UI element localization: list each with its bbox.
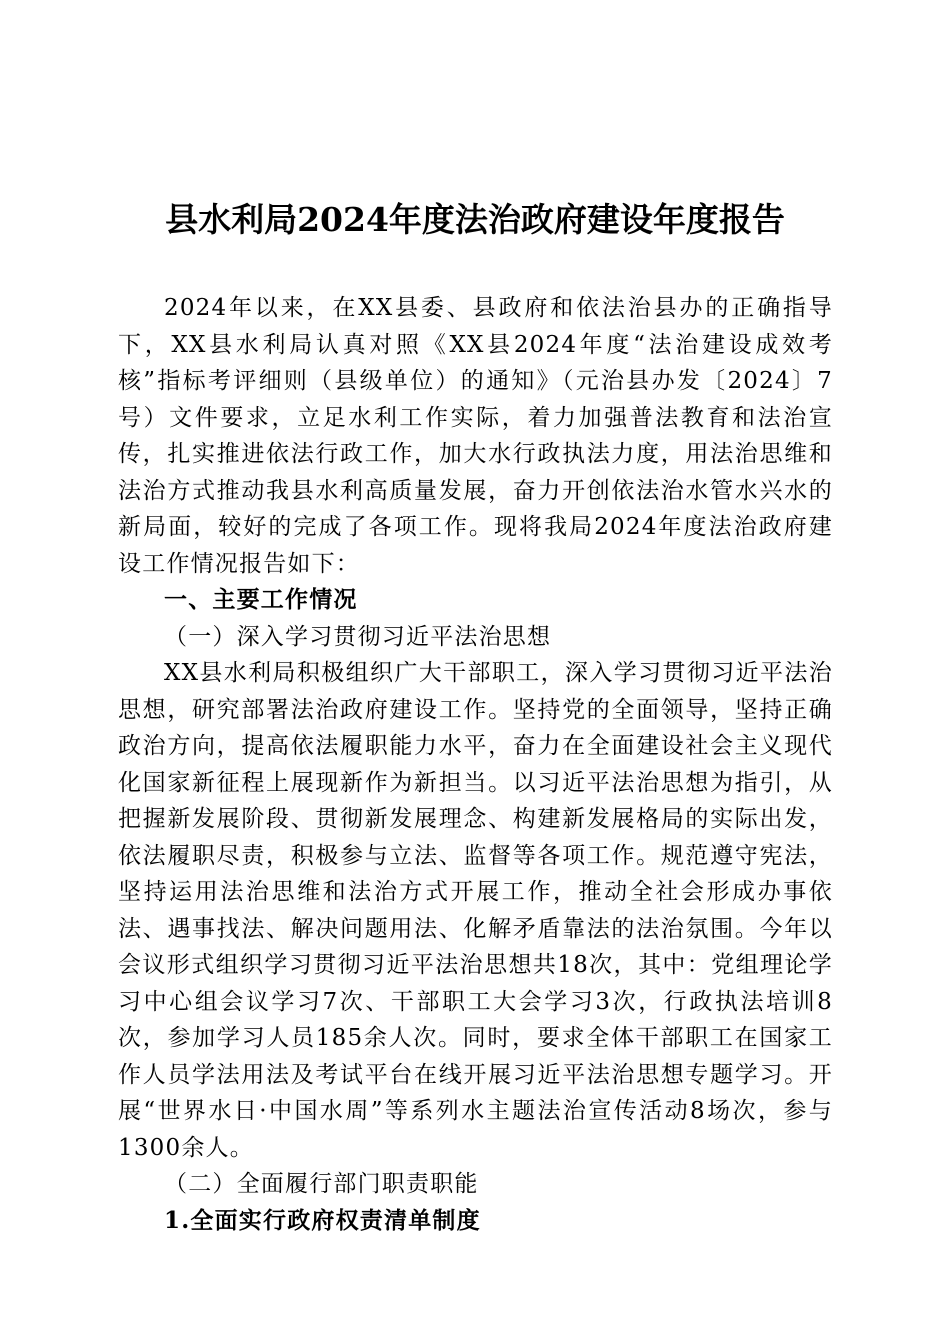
- subsection-heading-duties: （二）全面履行部门职责职能: [164, 1171, 479, 1197]
- document-body: [118, 290, 833, 1239]
- item-heading-responsibility-list: 1.全面实行政府权责清单制度: [164, 1206, 481, 1234]
- document-title: 县水利局2024年度法治政府建设年度报告: [165, 200, 785, 239]
- section-heading-main-work: 一、主要工作情况: [164, 586, 358, 613]
- subsection-heading-study: （一）深入学习贯彻习近平法治思想: [164, 623, 552, 650]
- intro-paragraph: 2024年以来，在XX县委、县政府和依法治县办的正确指导下，XX县水利局认真对照《XX县2024年度“法治建设成效考核”指标考评细则（县级单位）的通知》（元治县办发〔2024〕7号）文件要求，立足水利工作实际，着力加强普法教育和法治宣传，扎实推进依法行政工作，加大水行政执法力度，用法治思维和法治方式推动我县水利高质量发展，奋力开创依法治水管水兴水的新局面，较好的完成了各项工作。现将我局2024年度法治政府建设工作情况报告如下：: [118, 295, 833, 577]
- study-paragraph: XX县水利局积极组织广大干部职工，深入学习贯彻习近平法治思想，研究部署法治政府建设工作。坚持党的全面领导，坚持正确政治方向，提高依法履职能力水平，奋力在全面建设社会主义现代化国家新征程上展现新作为新担当。以习近平法治思想为指引，从把握新发展阶段、贯彻新发展理念、构建新发展格局的实际出发，依法履职尽责，积极参与立法、监督等各项工作。规范遵守宪法，坚持运用法治思维和法治方式开展工作，推动全社会形成办事依法、遇事找法、解决问题用法、化解矛盾靠法的法治氛围。今年以会议形式组织学习贯彻习近平法治思想共18次，其中：党组理论学习中心组会议学习7次、干部职工大会学习3次，行政执法培训8次，参加学习人员185余人次。同时，要求全体干部职工在国家工作人员学法用法及考试平台在线开展习近平法治思想专题学习。开展“世界水日·中国水周”等系列水主题法治宣传活动8场次，参与1300余人。: [118, 660, 833, 1161]
